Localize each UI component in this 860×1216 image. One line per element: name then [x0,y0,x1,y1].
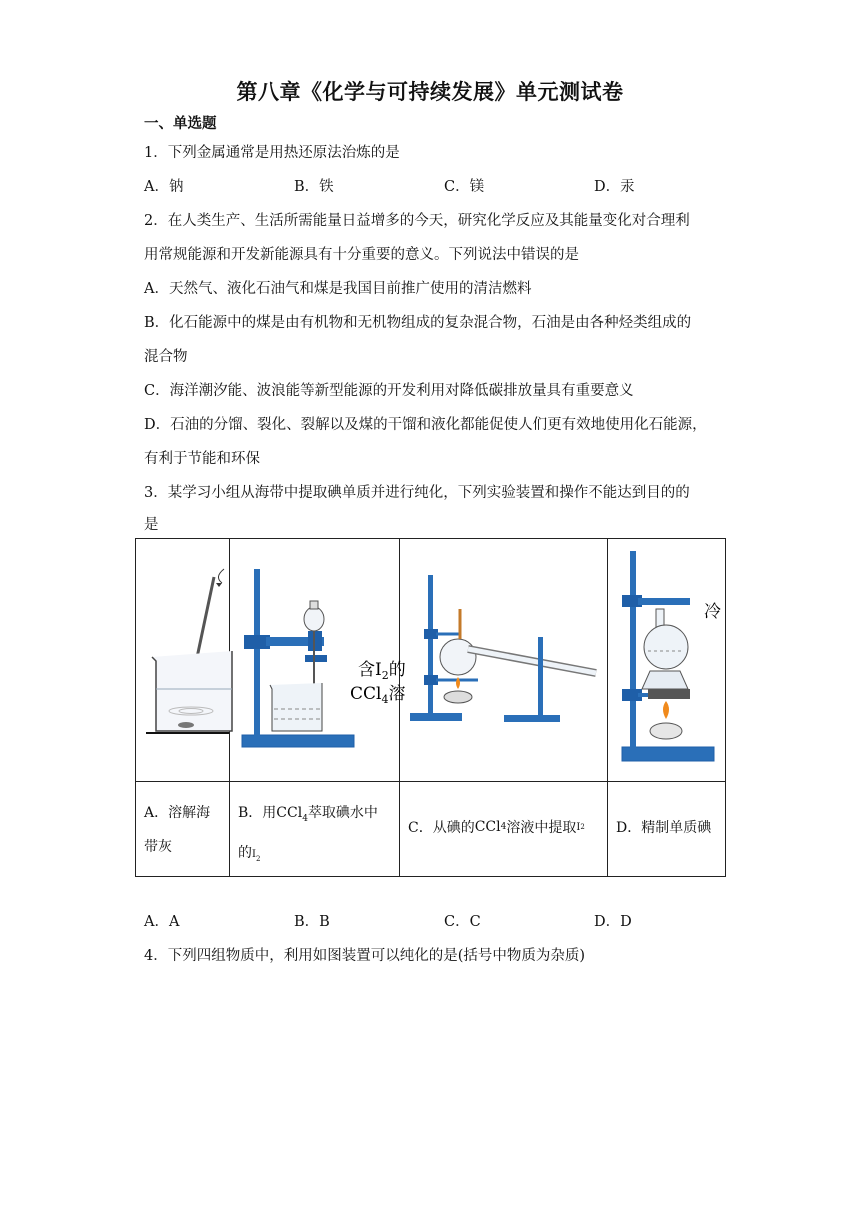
question-3-stem-line1: 3．某学习小组从海带中提取碘单质并进行纯化，下列实验装置和操作不能达到目的的 [144,485,690,501]
figure-c-cell [400,539,608,782]
q1-option-c: C．镁 [444,179,485,195]
figure-b-cell [230,539,406,782]
question-2-stem-line1: 2．在人类生产、生活所需能量日益增多的今天，研究化学反应及其能量变化对合理利 [144,213,690,229]
page-title: 第八章《化学与可持续发展》单元测试卷 [236,79,624,104]
caption-a-cell [136,782,230,877]
label-cold-water: 冷 [704,602,721,622]
caption-a-line2: 带灰 [144,839,172,855]
caption-a-line1: A．溶解海 [144,805,211,821]
caption-b-line1: B．用CCl$_4$萃取碘水中 [238,805,378,824]
question-3-stem-line2: 是 [144,517,159,533]
q2-option-b-line2: 混合物 [144,349,188,365]
label-contains-i2: 含$I_2$的 [358,660,406,682]
question-1-stem: 1．下列金属通常是用热还原法治炼的是 [144,145,400,161]
q1-option-a: A．钠 [144,179,184,195]
caption-b-cell [230,782,400,877]
caption-c-cell [400,782,608,877]
q2-option-c: C．海洋潮汐能、波浪能等新型能源的开发利用对降低碳排放量具有重要意义 [144,383,634,399]
figure-a-cell [136,539,230,782]
q3-option-a: A．A [144,914,180,930]
distillation-figure [400,539,607,777]
q2-option-b-line1: B．化石能源中的煤是由有机物和无机物组成的复杂混合物，石油是由各种烃类组成的 [144,315,692,331]
q1-option-d: D．汞 [594,179,635,195]
caption-d: D．精制单质碘 [616,820,712,836]
apparatus-table [135,538,726,877]
q2-option-a: A．天然气、液化石油气和煤是我国目前推广使用的清洁燃料 [144,281,532,297]
separatory-funnel-figure [230,539,406,777]
dissolve-beaker-figure [136,539,229,777]
section-heading: 一、单选题 [144,115,217,132]
q3-option-c: C．C [444,914,481,930]
figure-d-cell [608,539,726,782]
q3-option-b: B．B [294,914,330,930]
caption-c: C．从碘的 CCl 4 溶液中提取 I 2 [408,819,585,836]
q3-option-d: D．D [594,914,632,930]
label-ccl4: CCl$_4$溶 [350,684,406,706]
caption-d-cell [608,782,726,877]
q2-option-d-line1: D．石油的分馏、裂化、裂解以及煤的干馏和液化都能促使人们更有效地使用化石能源， [144,417,707,433]
caption-b-line2: 的$I_2$ [238,844,261,863]
question-4-stem: 4．下列四组物质中，利用如图装置可以纯化的是(括号中物质为杂质) [144,948,586,964]
question-2-stem-line2: 用常规能源和开发新能源具有十分重要的意义。下列说法中错误的是 [144,247,579,263]
sublimation-figure [608,539,725,777]
q1-option-b: B．铁 [294,179,334,195]
q2-option-d-line2: 有利于节能和环保 [144,451,260,467]
